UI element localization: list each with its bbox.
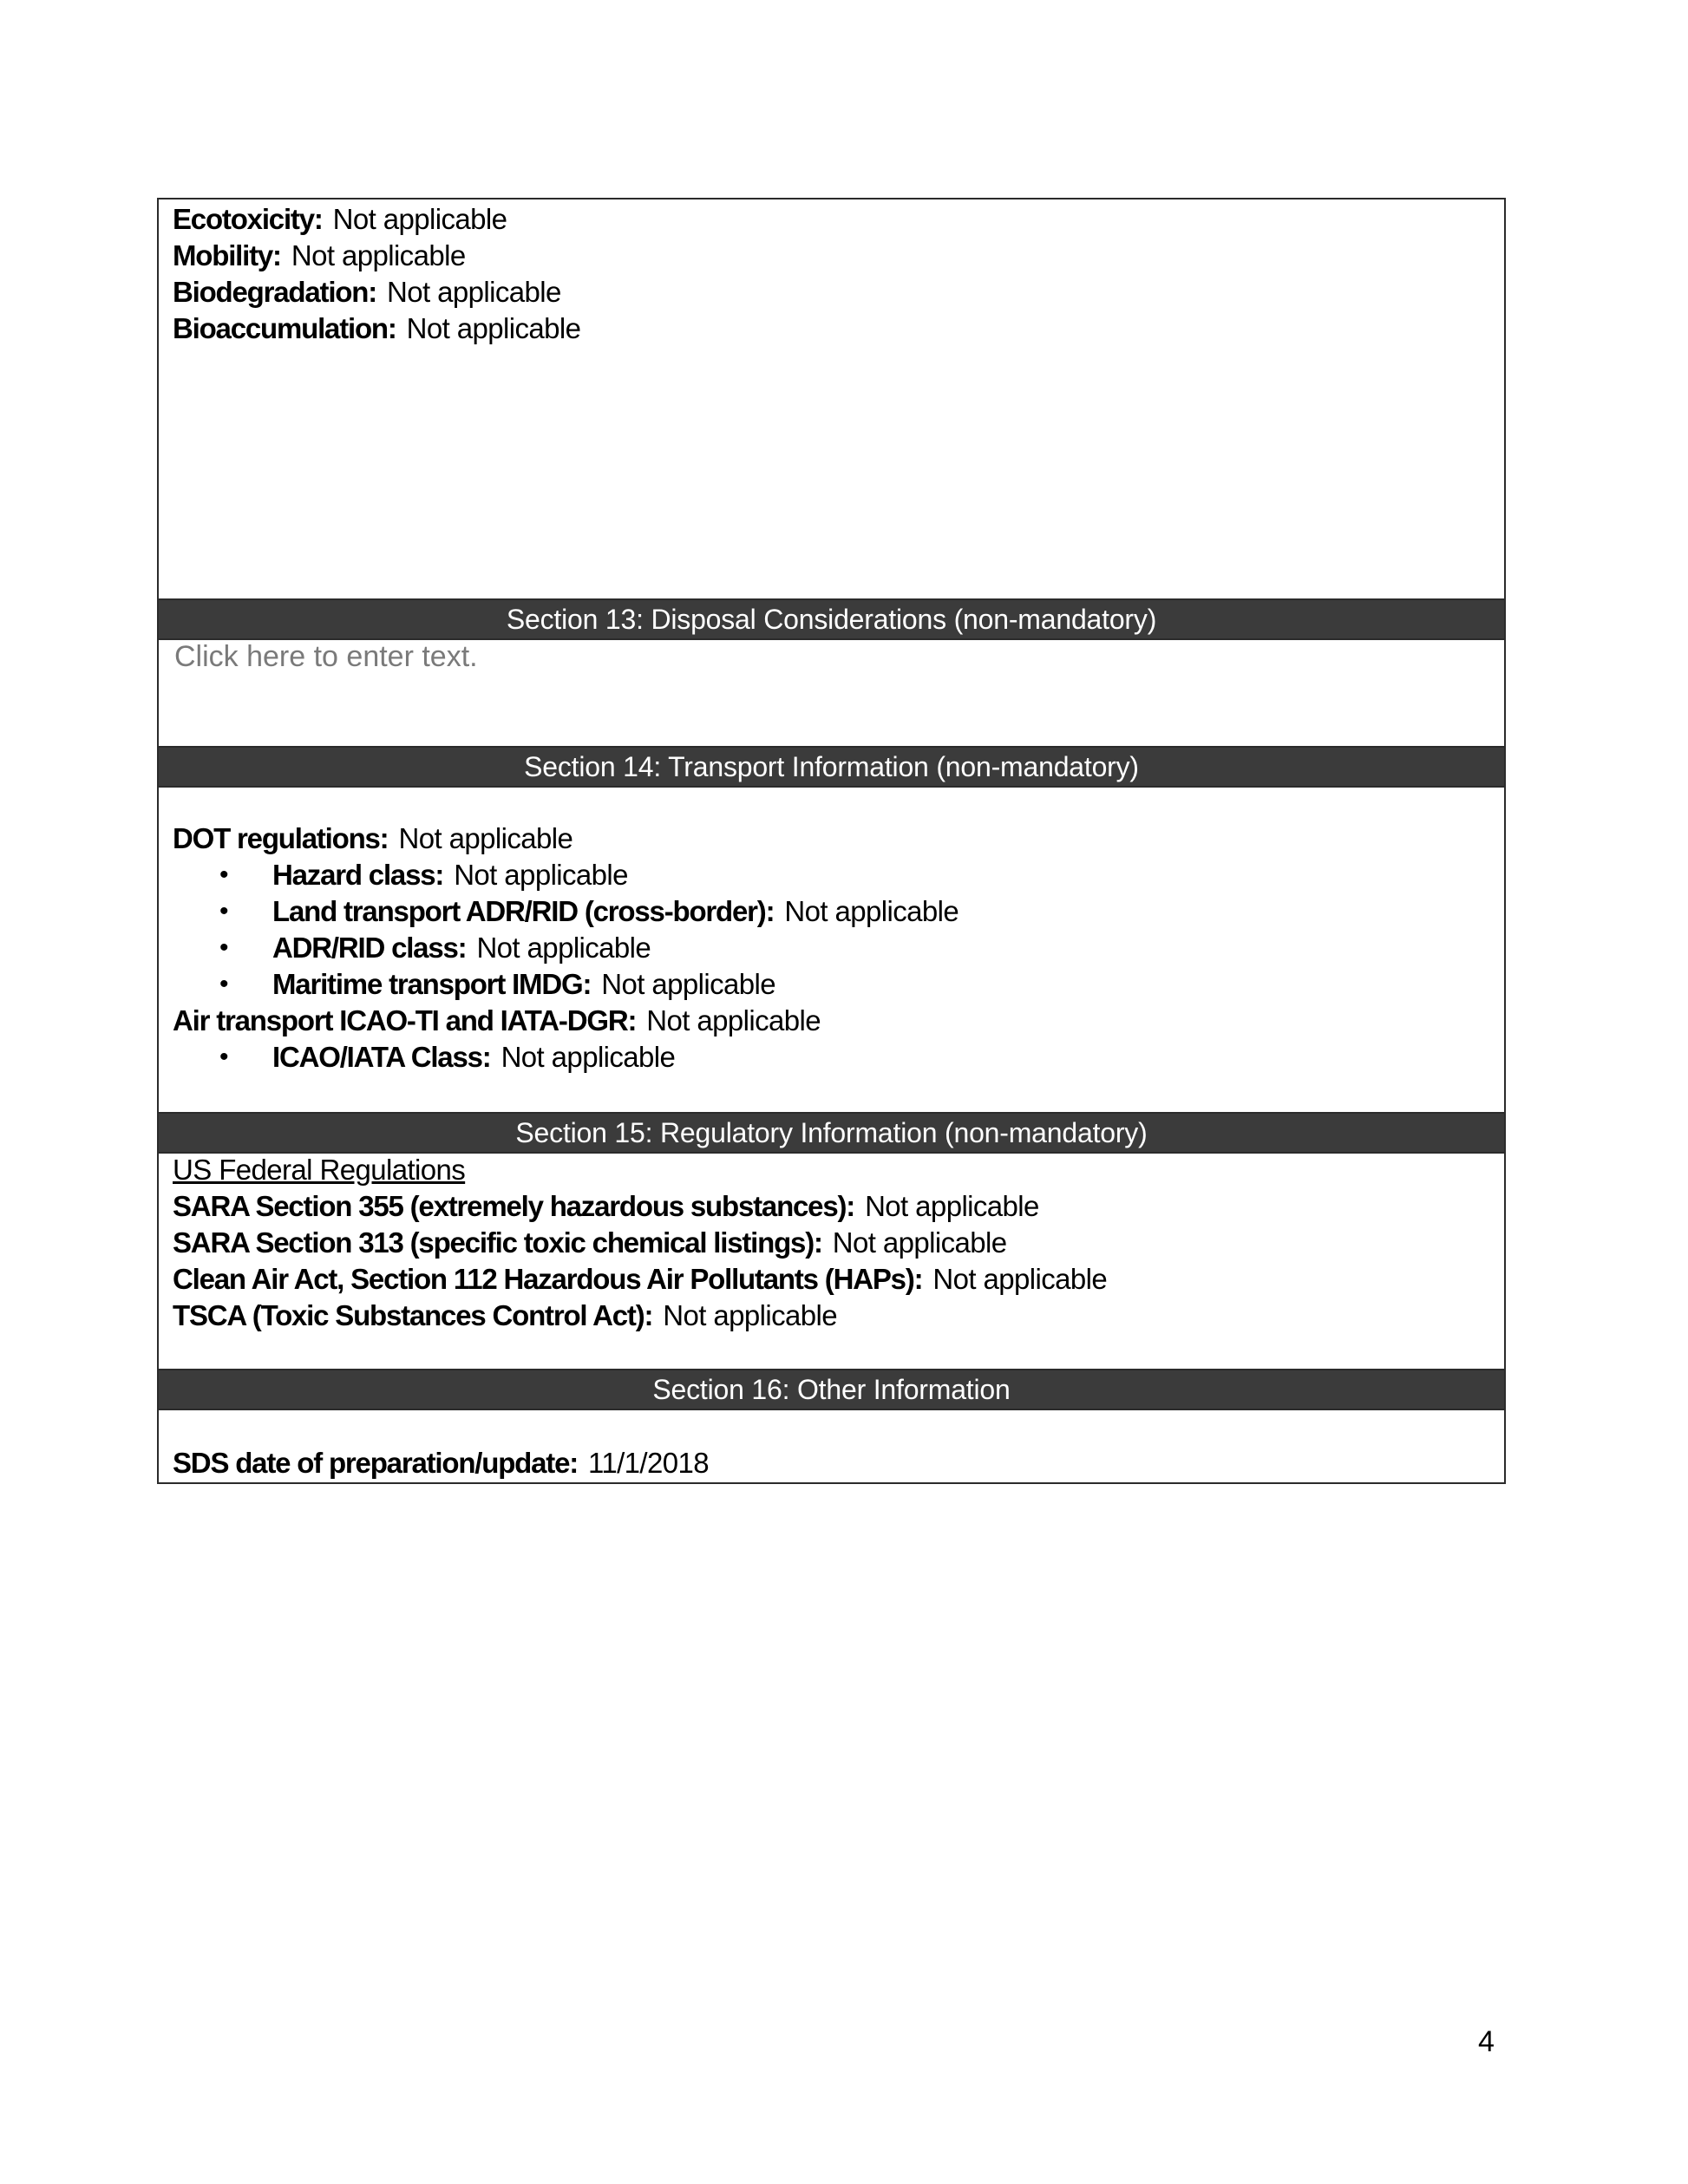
- section-16-header: Section 16: Other Information: [159, 1370, 1504, 1409]
- bullet-icon: •: [219, 970, 229, 998]
- sds-date-row: [173, 1445, 709, 1481]
- section-13-header: Section 13: Disposal Considerations (non-mandatory): [159, 600, 1504, 638]
- bullet-icon: •: [219, 933, 229, 962]
- mobility-value: Not applicable: [291, 239, 466, 271]
- list-item: [272, 893, 958, 930]
- bioaccumulation-row: [173, 311, 580, 347]
- ecotoxicity-value: Not applicable: [332, 203, 507, 235]
- tsca-label: TSCA (Toxic Substances Control Act):: [173, 1299, 653, 1331]
- sds-date-value: 11/1/2018: [588, 1447, 709, 1479]
- biodegradation-value: Not applicable: [387, 276, 561, 308]
- dot-regulations-value: Not applicable: [398, 822, 573, 854]
- bullet-icon: •: [219, 860, 229, 889]
- land-transport-value: Not applicable: [784, 895, 959, 927]
- us-federal-regulations-heading: US Federal Regulations: [173, 1154, 466, 1186]
- clean-air-act-label: Clean Air Act, Section 112 Hazardous Air Pollutants (HAPs):: [173, 1263, 923, 1295]
- dot-regulations-label: DOT regulations:: [173, 822, 389, 854]
- sara-355-row: [173, 1188, 1039, 1225]
- air-transport-label: Air transport ICAO-TI and IATA-DGR:: [173, 1004, 637, 1036]
- icao-iata-class-label: ICAO/IATA Class:: [272, 1041, 491, 1073]
- adr-rid-class-label: ADR/RID class:: [272, 932, 467, 964]
- air-transport-row: [173, 1003, 821, 1039]
- icao-iata-class-value: Not applicable: [501, 1041, 676, 1073]
- sds-date-label: SDS date of preparation/update:: [173, 1447, 579, 1479]
- sara-355-label: SARA Section 355 (extremely hazardous substances):: [173, 1190, 855, 1222]
- bullet-icon: •: [219, 897, 229, 925]
- bioaccumulation-value: Not applicable: [406, 312, 581, 344]
- bioaccumulation-label: Bioaccumulation:: [173, 312, 396, 344]
- adr-rid-class-value: Not applicable: [476, 932, 651, 964]
- hazard-class-label: Hazard class:: [272, 859, 444, 891]
- section-15-header: Section 15: Regulatory Information (non-mandatory): [159, 1114, 1504, 1152]
- ecotoxicity-label: Ecotoxicity:: [173, 203, 323, 235]
- ecotoxicity-row: [173, 201, 507, 238]
- tsca-value: Not applicable: [663, 1299, 838, 1331]
- mobility-row: [173, 238, 466, 274]
- hazard-class-value: Not applicable: [454, 859, 628, 891]
- air-transport-value: Not applicable: [646, 1004, 821, 1036]
- sds-table: [157, 198, 1506, 1484]
- sara-313-value: Not applicable: [832, 1226, 1007, 1259]
- disposal-text-field[interactable]: Click here to enter text.: [174, 640, 478, 673]
- list-item: [272, 966, 775, 1003]
- section-14-header: Section 14: Transport Information (non-mandatory): [159, 748, 1504, 786]
- sara-313-row: [173, 1225, 1007, 1261]
- maritime-transport-value: Not applicable: [601, 968, 775, 1000]
- divider: [159, 1409, 1504, 1410]
- mobility-label: Mobility:: [173, 239, 281, 271]
- sara-355-value: Not applicable: [865, 1190, 1039, 1222]
- list-item: [272, 857, 628, 893]
- tsca-row: [173, 1298, 837, 1334]
- sara-313-label: SARA Section 313 (specific toxic chemical listings):: [173, 1226, 822, 1259]
- divider: [159, 786, 1504, 788]
- land-transport-label: Land transport ADR/RID (cross-border):: [272, 895, 775, 927]
- list-item: [272, 1039, 675, 1076]
- biodegradation-row: [173, 274, 561, 311]
- bullet-icon: •: [219, 1043, 229, 1071]
- list-item: [272, 930, 651, 966]
- maritime-transport-label: Maritime transport IMDG:: [272, 968, 592, 1000]
- clean-air-act-row: [173, 1261, 1107, 1298]
- dot-regulations-row: [173, 821, 572, 857]
- page-number: 4: [1478, 2025, 1495, 2058]
- biodegradation-label: Biodegradation:: [173, 276, 376, 308]
- clean-air-act-value: Not applicable: [932, 1263, 1108, 1295]
